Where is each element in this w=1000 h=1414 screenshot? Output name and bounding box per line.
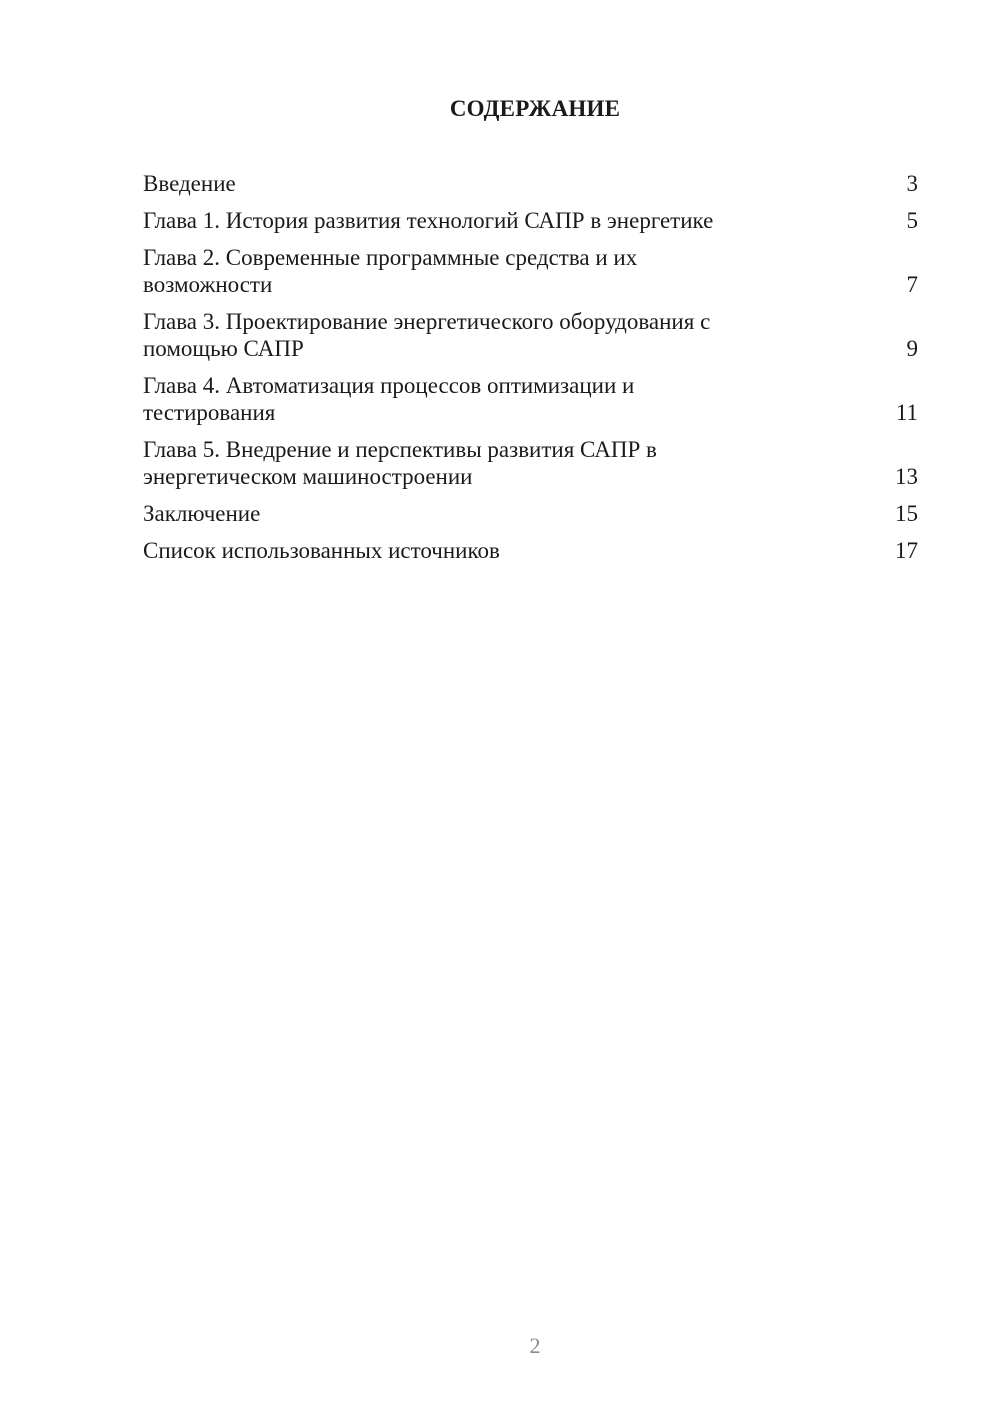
toc-entry-introduction	[143, 170, 918, 197]
toc-entry-label: Глава 1. История развития технологий САПР в энергетике	[143, 208, 714, 233]
toc-entry-page: 15	[895, 501, 918, 526]
toc-entry-page: 3	[906, 171, 918, 196]
toc-entry-label: Введение	[143, 171, 236, 196]
toc-entry-label: Заключение	[143, 501, 261, 526]
toc-entry-page: 7	[906, 272, 918, 297]
toc-entry-label: Глава 4. Автоматизация процессов оптимизации и тестирования	[143, 373, 635, 425]
toc-entry-references	[143, 537, 918, 564]
toc-entry-label: Список использованных источников	[143, 538, 500, 563]
toc-entry-chapter-2	[143, 244, 918, 298]
toc-entry-chapter-5	[143, 436, 918, 490]
toc-entry-chapter-4	[143, 372, 918, 426]
toc-entry-label: Глава 5. Внедрение и перспективы развития САПР в энергетическом машиностроении	[143, 437, 657, 489]
toc-entry-page: 17	[895, 538, 918, 563]
page-title: СОДЕРЖАНИЕ	[449, 96, 621, 121]
page-number: 2	[529, 1333, 541, 1358]
toc-entry-page: 9	[906, 336, 918, 361]
toc-entry-label: Глава 2. Современные программные средства и их возможности	[143, 245, 638, 297]
toc-entry-chapter-1	[143, 207, 918, 234]
toc-entry-conclusion	[143, 500, 918, 527]
table-of-contents	[143, 170, 918, 574]
toc-entry-page: 11	[895, 400, 918, 425]
toc-entry-chapter-3	[143, 308, 918, 362]
toc-entry-page: 5	[906, 208, 918, 233]
toc-entry-label: Глава 3. Проектирование энергетического оборудования с помощью САПР	[143, 309, 711, 361]
toc-entry-page: 13	[895, 464, 918, 489]
